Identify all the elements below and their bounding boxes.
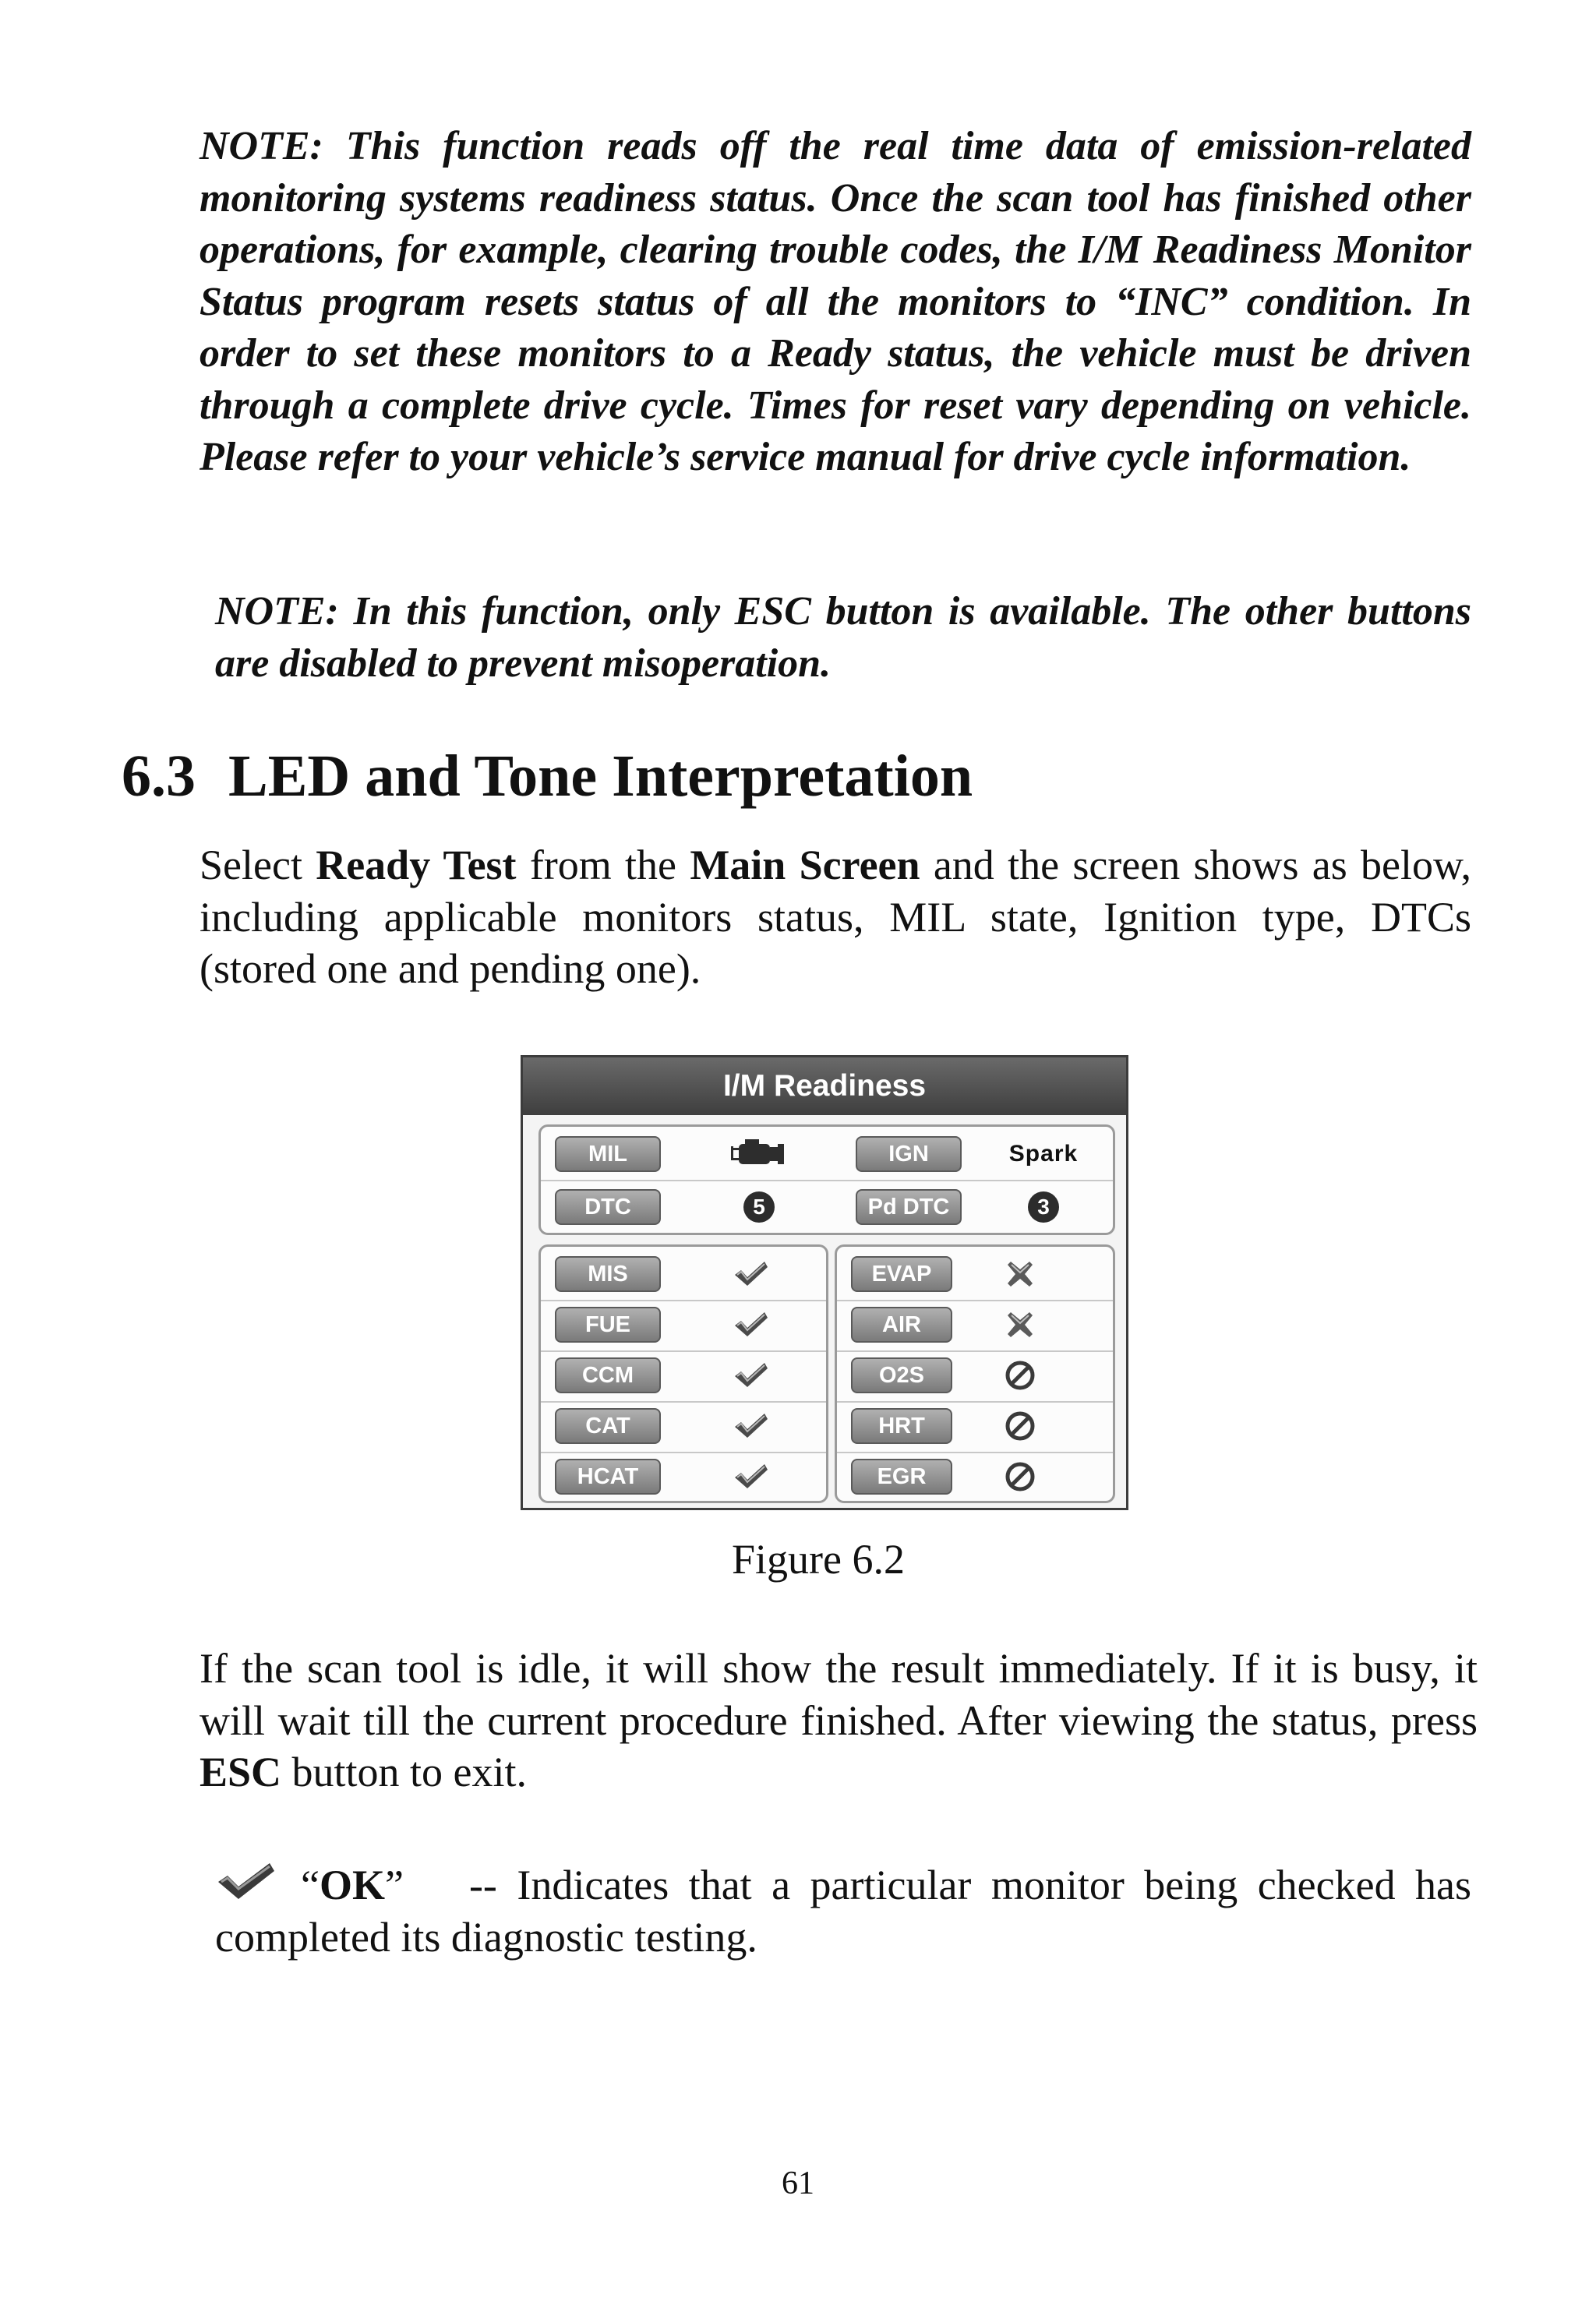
intro-text-1: Select [200,842,316,888]
section-title: LED and Tone Interpretation [228,743,973,809]
legend-ok-description: -- Indicates that a particular monitor being checked has completed its diagnostic testing. [215,1862,1471,1961]
pd-dtc-count-badge [1005,1189,1082,1225]
monitor-button-air[interactable]: AIR [851,1307,952,1343]
status-row-dtc [541,1181,1113,1233]
intro-paragraph [200,839,1471,995]
ready-test-term: Ready Test [316,842,517,888]
monitor-row-ccm [541,1350,826,1403]
monitor-row-egr [837,1451,1113,1502]
note-esc-only: NOTE: In this function, only ESC button is available. The other buttons are disabled to prevent misoperation. [215,589,1471,686]
legend-quote-open: “ [301,1862,320,1908]
monitor-panel-right [835,1244,1115,1503]
monitor-row-air [837,1299,1113,1352]
page-number: 61 [782,2166,814,2201]
check-icon [716,1459,786,1495]
legend-quote-close: ” [384,1862,404,1908]
section-heading [122,739,973,814]
usage-text-2: button to exit. [281,1749,528,1795]
not-applicable-icon [985,1357,1055,1393]
figure-caption: Figure 6.2 [732,1536,905,1583]
not-applicable-icon [985,1408,1055,1444]
legend-ok-label: OK [319,1862,385,1908]
monitor-button-o2s[interactable]: O2S [851,1357,952,1393]
intro-text-3: and the screen shows as below, including applicable monitors status, MIL state, Ignition type, DTCs (stored one and pending one). [200,842,1472,992]
ignition-type: Spark [1008,1141,1079,1167]
monitor-row-evap [837,1248,1113,1301]
engine-icon [720,1136,798,1172]
mil-button[interactable]: MIL [555,1136,661,1172]
usage-text-1: If the scan tool is idle, it will show the result immediately. If it is busy, it will wait till the current procedure finished. After viewing the status, press [200,1645,1478,1744]
pd-dtc-count: 3 [1028,1191,1059,1223]
dtc-count-badge [720,1189,798,1225]
dtc-button[interactable]: DTC [555,1189,661,1225]
check-icon [716,1408,786,1444]
cross-icon [985,1256,1055,1292]
monitor-row-mis [541,1248,826,1301]
pd-dtc-button[interactable]: Pd DTC [856,1189,962,1225]
monitor-button-hrt[interactable]: HRT [851,1408,952,1444]
monitor-panel-left [538,1244,828,1503]
check-icon [716,1256,786,1292]
usage-paragraph [200,1643,1478,1799]
ign-button[interactable]: IGN [856,1136,962,1172]
check-icon [716,1357,786,1393]
im-readiness-screen [521,1055,1128,1510]
cross-icon [985,1307,1055,1343]
esc-term: ESC [200,1749,282,1795]
monitor-button-egr[interactable]: EGR [851,1459,952,1495]
main-screen-term: Main Screen [690,842,920,888]
monitor-row-o2s [837,1350,1113,1403]
not-applicable-icon [985,1459,1055,1495]
status-row-mil-ign [541,1128,1113,1181]
monitor-row-fue [541,1299,826,1352]
monitor-row-hcat [541,1451,826,1502]
monitor-button-evap[interactable]: EVAP [851,1256,952,1292]
monitor-button-fue[interactable]: FUE [555,1307,661,1343]
monitor-button-mis[interactable]: MIS [555,1256,661,1292]
status-panel [538,1124,1115,1235]
intro-text-2: from the [516,842,690,888]
legend-ok [215,1859,1471,1963]
section-number: 6.3 [122,743,196,809]
check-icon [716,1307,786,1343]
monitor-button-ccm[interactable]: CCM [555,1357,661,1393]
monitor-button-cat[interactable]: CAT [555,1408,661,1444]
check-icon [215,1860,277,1902]
monitor-row-cat [541,1400,826,1453]
monitor-button-hcat[interactable]: HCAT [555,1459,661,1495]
dtc-count: 5 [743,1191,775,1223]
screen-title: I/M Readiness [523,1057,1126,1115]
monitor-row-hrt [837,1400,1113,1453]
note-emission-readiness: NOTE: This function reads off the real time data of emission-related monitoring systems readiness status. Once the scan tool has finished other operations, for example, clearing trouble codes, the I/M Readiness Monitor Status program resets status of all the monitors to “INC” condition. In order to set these monitors to a Ready status, the vehicle must be driven through a complete drive cycle. Times for reset vary depending on vehicle. Please refer to your vehicle’s service manual for drive cycle information. [200,124,1471,479]
